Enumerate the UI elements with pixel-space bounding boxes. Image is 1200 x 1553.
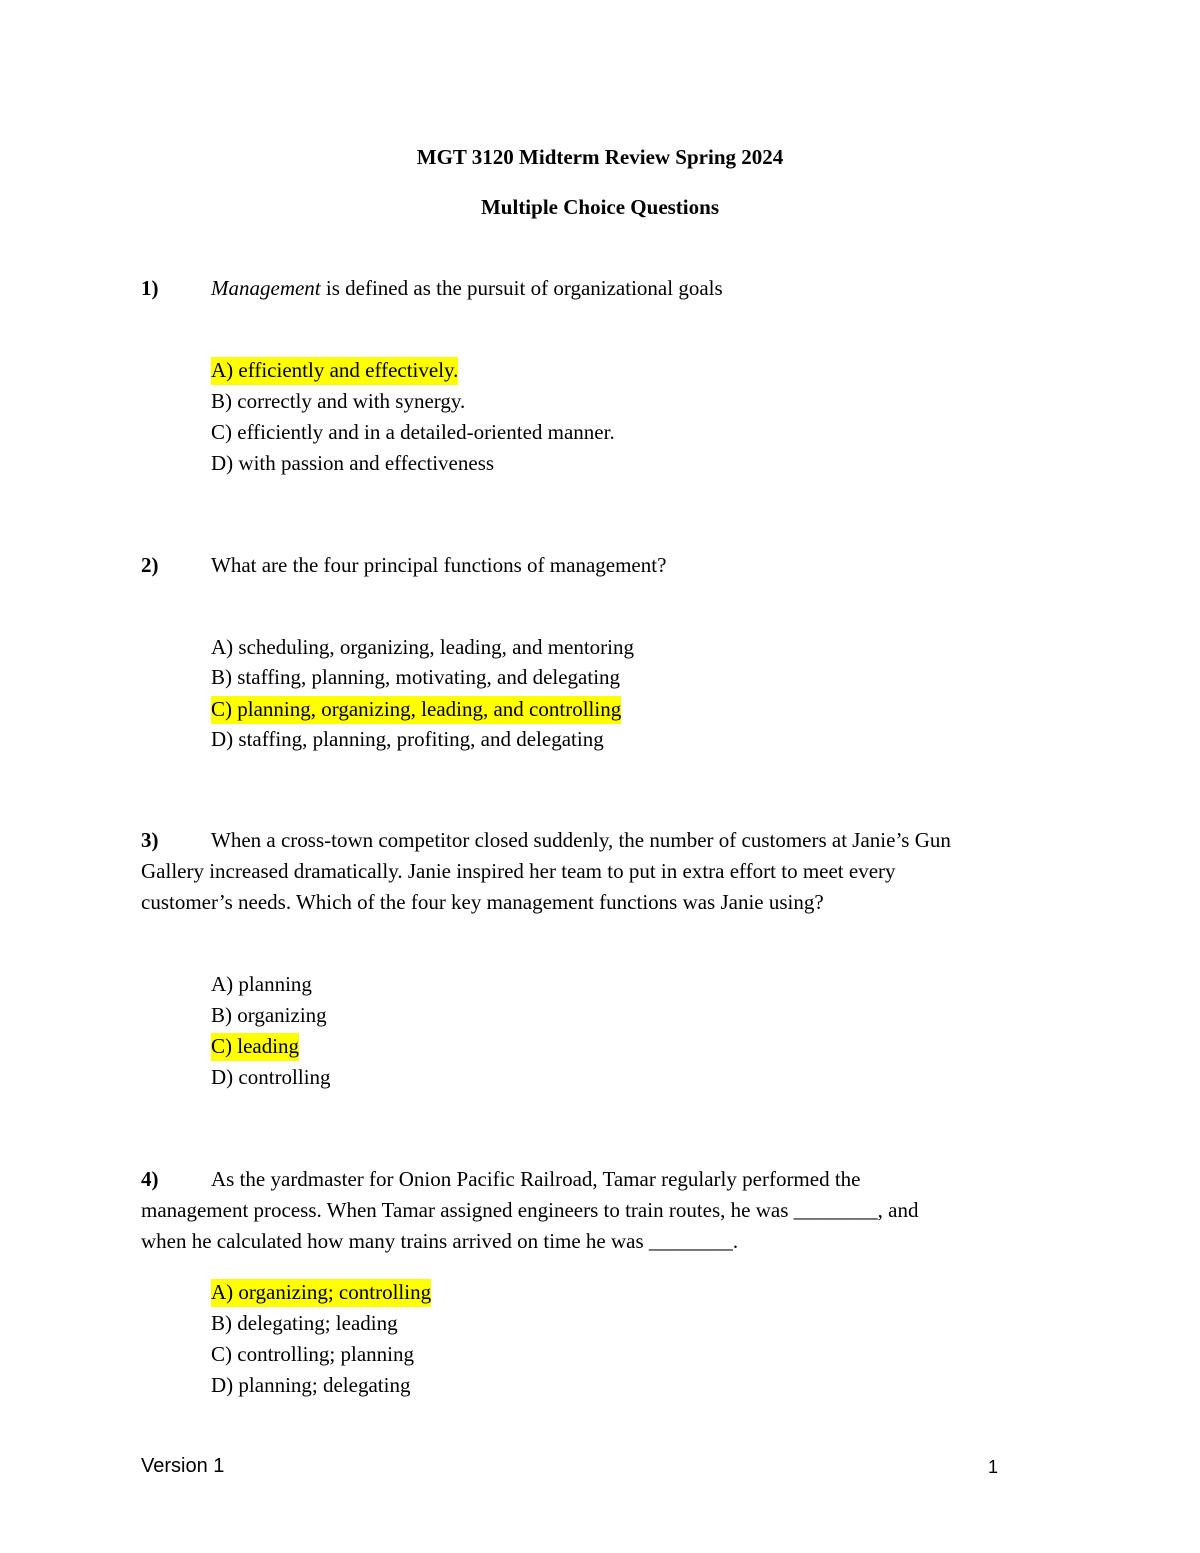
- question-4-option-b: B) delegating; leading: [211, 1311, 398, 1335]
- question-3-stem-line-3: customer’s needs. Which of the four key management functions was Janie using?: [141, 890, 824, 914]
- question-4-stem-line-3: when he calculated how many trains arrived on time he was ________.: [141, 1229, 739, 1253]
- question-4-option-c: C) controlling; planning: [211, 1342, 414, 1366]
- question-4-stem-line-1: As the yardmaster for Onion Pacific Railroad, Tamar regularly performed the: [211, 1167, 861, 1191]
- footer-page-number: 1: [988, 1457, 999, 1477]
- question-1-option-d: D) with passion and effectiveness: [211, 451, 495, 475]
- question-2-option-a: A) scheduling, organizing, leading, and mentoring: [211, 635, 635, 659]
- question-1-stem-rest: is defined as the pursuit of organizational goals: [320, 276, 723, 300]
- question-1-stem-emphasis: Management: [211, 276, 321, 300]
- question-1-number: 1): [141, 276, 159, 300]
- question-2-option-b: B) staffing, planning, motivating, and delegating: [211, 665, 621, 689]
- question-4-option-d: D) planning; delegating: [211, 1373, 411, 1397]
- question-3-number: 3): [141, 828, 159, 852]
- question-3-option-b: B) organizing: [211, 1003, 327, 1027]
- highlighted-answer: C) leading: [211, 1033, 299, 1061]
- footer-version: Version 1: [141, 1455, 225, 1477]
- question-2-number: 2): [141, 553, 159, 577]
- question-2-option-c: [211, 699, 621, 720]
- highlighted-answer: A) organizing; controlling: [211, 1279, 431, 1307]
- page-subtitle: Multiple Choice Questions: [480, 195, 719, 219]
- highlighted-answer: A) efficiently and effectively.: [211, 357, 458, 385]
- question-2-option-d: D) staffing, planning, profiting, and delegating: [211, 727, 604, 751]
- question-3-stem-line-2: Gallery increased dramatically. Janie inspired her team to put in extra effort to meet every: [141, 859, 896, 883]
- question-1-option-a: [211, 360, 458, 381]
- question-3-option-d: D) controlling: [211, 1065, 331, 1089]
- question-1-stem: [211, 278, 723, 299]
- question-3-option-a: A) planning: [211, 972, 312, 996]
- question-4-stem-line-2: management process. When Tamar assigned engineers to train routes, he was ________, and: [141, 1198, 919, 1222]
- page-title: MGT 3120 Midterm Review Spring 2024: [416, 145, 784, 169]
- question-2-stem: What are the four principal functions of management?: [211, 553, 667, 577]
- question-1-option-c: C) efficiently and in a detailed-oriented manner.: [211, 420, 615, 444]
- highlighted-answer: C) planning, organizing, leading, and controlling: [211, 696, 621, 724]
- question-1-option-b: B) correctly and with synergy.: [211, 389, 466, 413]
- question-3-option-c: [211, 1036, 299, 1057]
- question-4-number: 4): [141, 1167, 159, 1191]
- question-3-stem-line-1: When a cross-town competitor closed suddenly, the number of customers at Janie’s Gun: [211, 828, 951, 852]
- question-4-option-a: [211, 1282, 431, 1303]
